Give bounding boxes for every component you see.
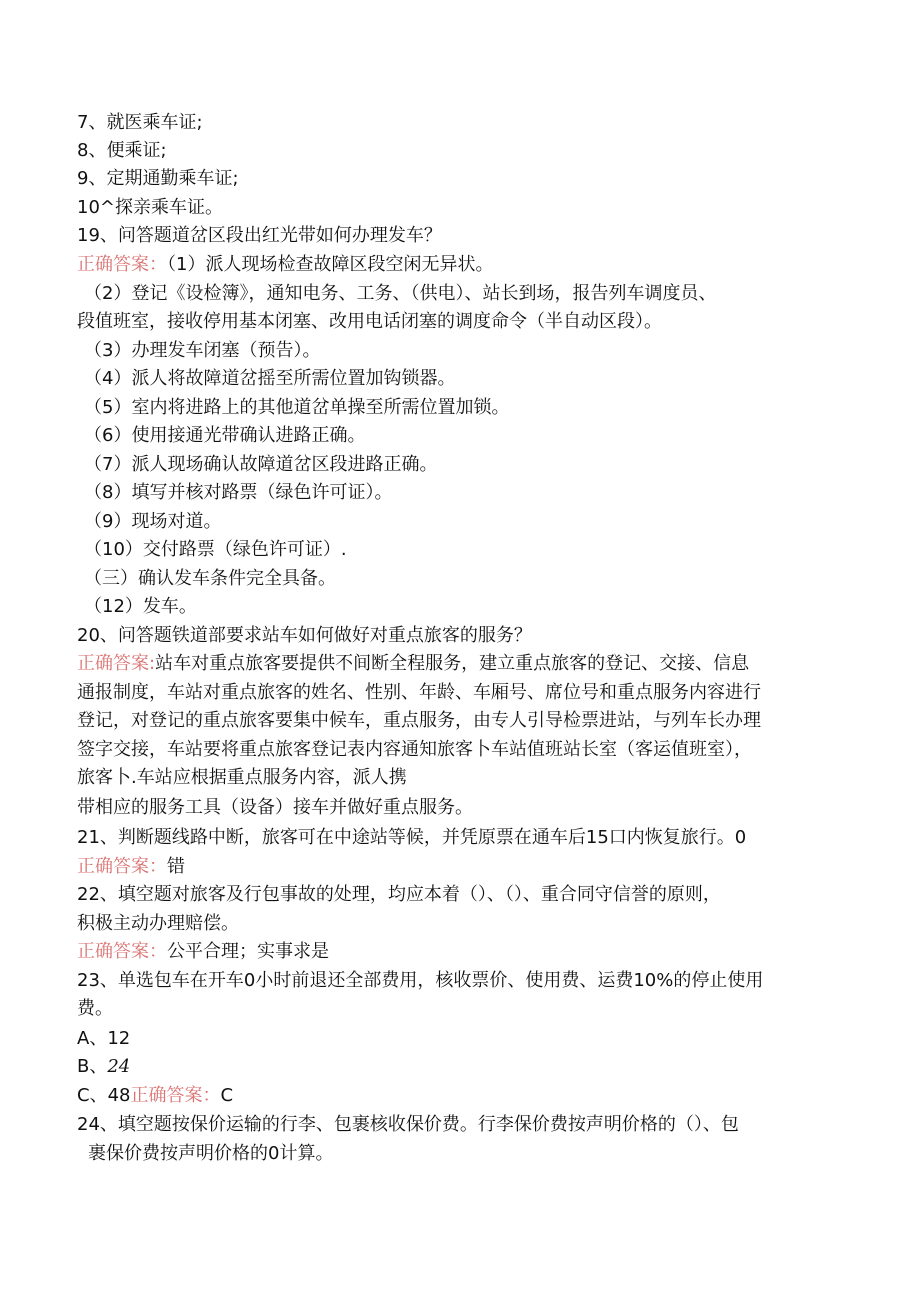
answer-text: 旅客卜.车站应根据重点服务内容，派人携 xyxy=(77,767,407,788)
answer-text: 公平合理；实事求是 xyxy=(167,941,329,962)
text-line: 10^探亲乘车证。 xyxy=(77,197,223,218)
answer-text: C xyxy=(220,1085,234,1106)
answer-step: （12）发车。 xyxy=(84,596,197,617)
question-20: 20、问答题铁道部要求站车如何做好对重点旅客的服务？ xyxy=(77,625,532,646)
answer-text: 带相应的服务工具（设备）接车并做好重点服务。 xyxy=(77,797,473,818)
question-19: 19、问答题道岔区段出红光带如何办理发车？ xyxy=(77,225,442,246)
answer-step: （2）登记《设检簿》，通知电务、工务、（供电）、站长到场，报告列车调度员、 xyxy=(84,283,717,304)
answer-step: （9）现场对道。 xyxy=(84,511,222,532)
answer-step: （6）使用接通光带确认进路正确。 xyxy=(84,425,366,446)
answer-step: （8）填写并核对路票（绿色许可证）。 xyxy=(84,482,393,503)
question-21: 21、判断题线路中断，旅客可在中途站等候，并凭原票在通车后15口内恢复旅行。0 xyxy=(77,827,747,848)
text-line: 9、定期通勤乘车证; xyxy=(77,168,239,189)
answer-text: （1）派人现场检查故障区段空闲无异状。 xyxy=(167,254,494,275)
question-22-cont: 积极主动办理赔偿。 xyxy=(77,913,239,934)
text-line: 8、便乘证; xyxy=(77,140,167,161)
answer-line xyxy=(77,652,749,676)
answer-step: 段值班室，接收停用基本闭塞、改用电话闭塞的调度命令（半自动区段）。 xyxy=(77,311,662,332)
text-line: 7、就医乘车证; xyxy=(77,112,203,133)
option-a: A、12 xyxy=(77,1028,131,1049)
answer-text: 站车对重点旅客要提供不间断全程服务，建立重点旅客的登记、交接、信息 xyxy=(155,653,750,674)
answer-text: 错 xyxy=(167,856,185,877)
option-b-value: 24 xyxy=(107,1056,131,1077)
answer-label: 正确答案： xyxy=(130,1085,221,1106)
answer-text: 签字交接，车站要将重点旅客登记表内容通知旅客卜车站值班站长室（客运值班室）， xyxy=(77,739,752,760)
question-24: 24、填空题按保价运输的行李、包裹核收保价费。行李保价费按声明价格的（）、包 xyxy=(77,1114,739,1135)
answer-label: 正确答案: xyxy=(77,653,156,674)
question-23-cont: 费。 xyxy=(77,998,113,1019)
answer-step: （3）办理发车闭塞（预告）。 xyxy=(84,340,321,361)
answer-text: 登记，对登记的重点旅客要集中候车，重点服务，由专人引导检票进站，与列车长办理 xyxy=(77,710,761,731)
answer-text: 通报制度，车站对重点旅客的姓名、性别、年龄、车厢号、席位号和重点服务内容进行 xyxy=(77,682,761,703)
answer-step: （5）室内将进路上的其他道岔单操至所需位置加锁。 xyxy=(84,397,510,418)
answer-label: 正确答案： xyxy=(77,941,167,962)
option-b-prefix: B、 xyxy=(77,1056,108,1077)
option-b xyxy=(77,1055,130,1079)
option-c-line xyxy=(77,1084,233,1108)
question-22: 22、填空题对旅客及行包事故的处理，均应本着（）、（）、重合同守信誉的原则， xyxy=(77,884,721,905)
question-24-cont: 裹保价费按声明价格的0计算。 xyxy=(88,1143,334,1164)
question-23: 23、单选包车在开车0小时前退还全部费用，核收票价、使用费、运费10%的停止使用 xyxy=(77,970,764,991)
answer-step: （10）交付路票（绿色许可证）. xyxy=(84,539,347,560)
answer-line xyxy=(77,855,185,879)
answer-label: 正确答案： xyxy=(77,856,167,877)
option-c: C、48 xyxy=(77,1085,131,1106)
answer-step: （4）派人将故障道岔摇至所需位置加钩锁器。 xyxy=(84,368,456,389)
answer-step: （7）派人现场确认故障道岔区段进路正确。 xyxy=(84,454,438,475)
answer-label: 正确答案： xyxy=(77,254,167,275)
answer-line xyxy=(77,253,493,277)
answer-line xyxy=(77,940,329,964)
answer-step: （三）确认发车条件完全具备。 xyxy=(84,568,336,589)
